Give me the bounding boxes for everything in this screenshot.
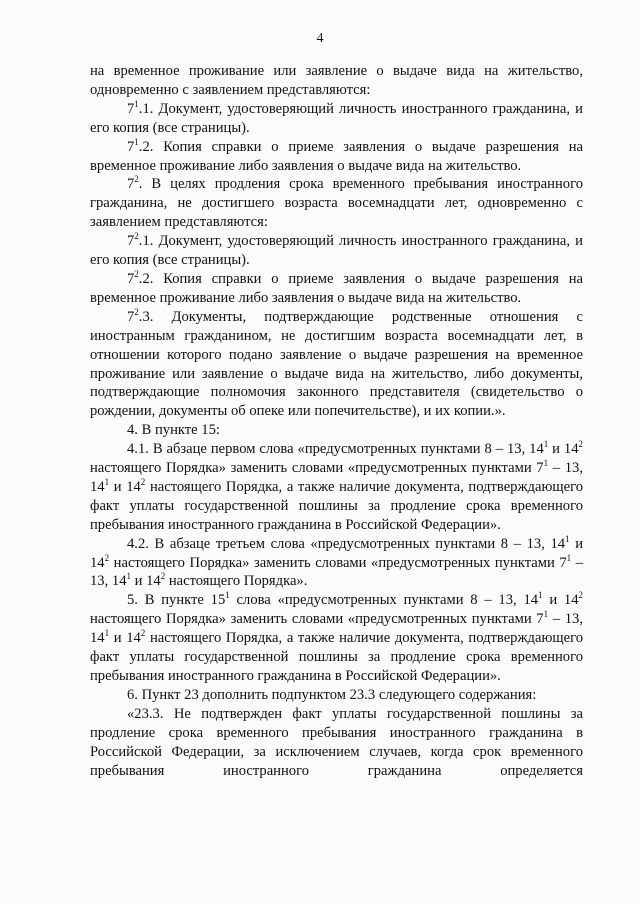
text-run: . В целях продления срока временного пребывания иностранного гражданина, не достигшего возраста восемнадцати лет, одновременно с заявлением представляются: bbox=[90, 176, 583, 231]
text-run: и 14 bbox=[109, 630, 141, 647]
superscript: 2 bbox=[140, 628, 146, 639]
document-body bbox=[90, 62, 583, 780]
superscript: 2 bbox=[140, 476, 146, 487]
superscript: 2 bbox=[134, 231, 139, 242]
page-number: 4 bbox=[316, 31, 324, 46]
text-run: .1. Документ, удостоверяющий личность иностранного гражданина, и его копия (все страницы). bbox=[90, 233, 583, 269]
text-run: настоящего Порядка» заменить словами «предусмотренных пунктами 7 bbox=[90, 611, 544, 628]
text-run: и 14 bbox=[548, 441, 579, 458]
text-run: 7 bbox=[127, 308, 135, 325]
text-run: 4.1. В абзаце первом слова «предусмотренных пунктами 8 – 13, 14 bbox=[127, 441, 544, 458]
text-run: .2. Копия справки о приеме заявления о выдаче разрешения на временное проживание либо заявления о выдаче вида на жительство. bbox=[90, 138, 583, 174]
paragraph bbox=[90, 591, 583, 686]
paragraph bbox=[90, 686, 583, 705]
text-run: .2. Копия справки о приеме заявления о выдаче разрешения на временное проживание либо заявления о выдаче вида на жительство. bbox=[90, 270, 583, 306]
superscript: 1 bbox=[543, 458, 549, 469]
text-run: .3. Документы, подтверждающие родственные отношения с иностранным гражданином, не достигшим возраста восемнадцати лет, в отношении которого подано заявление о выдаче разрешения на временное проживание или заявление о выдаче вида на жительство, либо документы, подтверждающие полномочия законного представителя (свидетельство о рождении, документы об опеке или попечительстве), и их копии.». bbox=[90, 308, 583, 420]
text-run: и 14 bbox=[130, 573, 161, 590]
superscript: 1 bbox=[126, 571, 131, 582]
text-run: 7 bbox=[127, 270, 135, 287]
text-run: – 13, 14 bbox=[90, 554, 584, 590]
superscript: 2 bbox=[134, 174, 139, 185]
text-run: и 14 bbox=[542, 592, 579, 609]
paragraph bbox=[90, 308, 583, 421]
text-run: на временное проживание или заявление о выдаче вида на жительство, одновременно с заявлением представляются: bbox=[90, 63, 583, 98]
superscript: 1 bbox=[543, 439, 549, 450]
superscript: 1 bbox=[543, 609, 549, 620]
superscript: 2 bbox=[578, 439, 583, 450]
superscript: 1 bbox=[565, 533, 570, 544]
superscript: 1 bbox=[538, 590, 543, 601]
superscript: 1 bbox=[104, 476, 110, 487]
text-run: 7 bbox=[127, 233, 135, 250]
text-run: и 14 bbox=[109, 478, 141, 495]
text-run: 7 bbox=[127, 138, 135, 155]
text-run: 4.2. В абзаце третьем слова «предусмотренных пунктами 8 – 13, 14 bbox=[127, 535, 566, 552]
text-run: настоящего Порядка». bbox=[165, 573, 308, 590]
paragraph bbox=[90, 270, 583, 308]
paragraph bbox=[90, 705, 583, 781]
text-run: слова «предусмотренных пунктами 8 – 13, 14 bbox=[229, 592, 539, 609]
text-run: 7 bbox=[127, 100, 135, 117]
text-run: .1. Документ, удостоверяющий личность иностранного гражданина, и его копия (все страницы). bbox=[90, 100, 583, 136]
paragraph bbox=[90, 232, 583, 270]
superscript: 1 bbox=[134, 136, 139, 147]
text-run: 5. В пункте 15 bbox=[127, 592, 226, 609]
paragraph bbox=[90, 421, 583, 440]
text-run: и 14 bbox=[90, 535, 583, 571]
text-run: – 13, 14 bbox=[90, 611, 583, 647]
text-run: – 13, 14 bbox=[90, 460, 583, 495]
superscript: 1 bbox=[104, 628, 110, 639]
paragraph bbox=[90, 100, 583, 138]
superscript: 2 bbox=[134, 268, 139, 279]
text-run: настоящего Порядка» заменить словами «предусмотренных пунктами 7 bbox=[109, 554, 567, 571]
superscript: 1 bbox=[134, 98, 139, 109]
paragraph bbox=[90, 440, 583, 535]
paragraph bbox=[90, 535, 583, 592]
paragraph bbox=[90, 175, 583, 232]
text-run: настоящего Порядка, а также наличие документа, подтверждающего факт уплаты государственной пошлины за продление срока временного пребывания иностранного гражданина в Российской Федерации». bbox=[90, 630, 584, 684]
text-run: настоящего Порядка» заменить словами «предусмотренных пунктами 7 bbox=[90, 460, 544, 477]
superscript: 1 bbox=[566, 552, 572, 563]
paragraph bbox=[90, 62, 583, 100]
text-run: «23.3. Не подтвержден факт уплаты государственной пошлины за продление срока временного пребывания иностранного гражданина в Российской Федерации, за исключением случаев, когда срок временного пребывания иностранного гражданина определяется bbox=[90, 705, 583, 779]
text-run: настоящего Порядка, а также наличие документа, подтверждающего факт уплаты государственной пошлины за продление срока временного пребывания иностранного гражданина в Российской Федерации». bbox=[90, 478, 584, 533]
superscript: 2 bbox=[134, 306, 139, 317]
text-run: 7 bbox=[127, 176, 135, 193]
superscript: 2 bbox=[578, 590, 584, 601]
superscript: 2 bbox=[160, 571, 166, 582]
text-run: 6. Пункт 23 дополнить подпунктом 23.3 следующего содержания: bbox=[127, 686, 537, 703]
superscript: 2 bbox=[104, 552, 110, 563]
text-run: 4. В пункте 15: bbox=[127, 422, 220, 439]
superscript: 1 bbox=[225, 590, 230, 601]
paragraph bbox=[90, 138, 583, 176]
